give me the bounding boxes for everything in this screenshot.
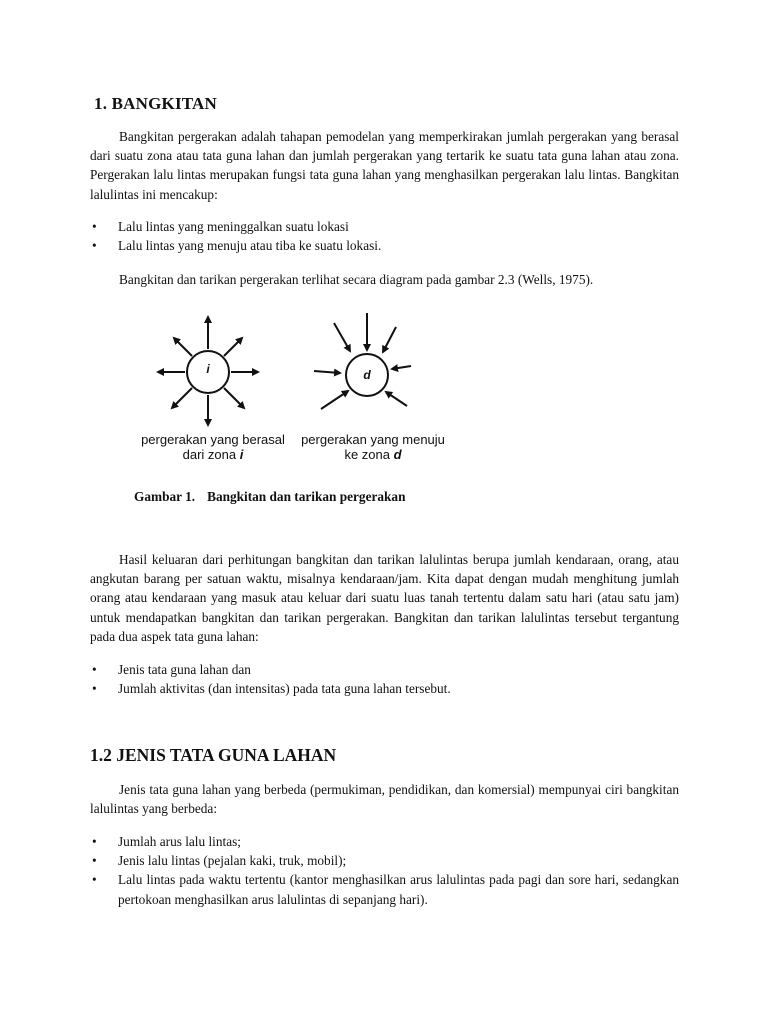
- paragraph-definition: Bangkitan pergerakan adalah tahapan pemodelan yang memperkirakan jumlah pergerakan yang berasal dari suatu zona atau tata guna lahan dan jumlah pergerakan yang tertarik ke suatu tata guna lahan atau zona. Pergerakan lalu lintas merupakan fungsi tata guna lahan yang menghasilkan pergerakan lalu lintas. Bangkitan lalulintas ini mencakup:: [90, 129, 679, 202]
- zone-diagram: [124, 303, 464, 433]
- bullet-icon: •: [92, 872, 97, 888]
- bullet-list-traffic: [90, 217, 679, 255]
- outgoing-arrow-icon: [224, 388, 244, 408]
- origin-zone-label: i: [206, 362, 210, 376]
- bullet-icon: •: [92, 853, 97, 869]
- incoming-arrow-icon: [383, 327, 396, 352]
- bullet-icon: •: [92, 238, 97, 254]
- section-heading-land-use: 1.2 JENIS TATA GUNA LAHAN: [90, 745, 337, 765]
- incoming-arrow-icon: [314, 371, 340, 373]
- paragraph-land-use: Jenis tata guna lahan yang berbeda (permukiman, pendidikan, dan komersial) mempunyai ciri bangkitan lalulintas yang berbeda:: [90, 782, 679, 817]
- incoming-arrow-icon: [334, 323, 350, 351]
- list-item: • Jenis tata guna lahan dan: [90, 660, 679, 679]
- list-item: • Lalu lintas yang meninggalkan suatu lokasi: [90, 217, 679, 236]
- destination-zone-caption: pergerakan yang menuju ke zona d: [301, 432, 445, 462]
- paragraph-output: Hasil keluaran dari perhitungan bangkitan dan tarikan lalulintas berupa jumlah kendaraan, orang, atau angkutan barang per satuan waktu, misalnya kendaraan/jam. Kita dapat dengan mudah menghitung jumlah orang atau kendaraan yang masuk atau keluar dari suatu luas tanah tertentu dalam satu hari (atau satu jam) untuk mendapatkan bangkitan dan tarikan pergerakan. Bangkitan dan tarikan lalulintas tersebut tergantung pada dua aspek tata guna lahan:: [90, 552, 679, 644]
- list-item: • Jumlah aktivitas (dan intensitas) pada tata guna lahan tersebut.: [90, 679, 679, 698]
- bullet-list-aspects: [90, 660, 679, 698]
- incoming-arrow-icon: [386, 392, 407, 406]
- list-item: • Jumlah arus lalu lintas;: [90, 832, 679, 851]
- section-heading-bangkitan: 1. BANGKITAN: [94, 94, 217, 113]
- origin-zone-diagram: [158, 317, 258, 425]
- bullet-icon: •: [92, 219, 97, 234]
- origin-zone-caption: pergerakan yang berasal dari zona i: [141, 432, 285, 462]
- destination-zone-label: d: [363, 368, 371, 382]
- destination-zone-diagram: [314, 313, 411, 409]
- list-item: • Jenis lalu lintas (pejalan kaki, truk, mobil);: [90, 851, 679, 870]
- list-item: • Lalu lintas pada waktu tertentu (kantor menghasilkan arus lalulintas pada pagi dan sore hari, sedangkan pertokoan menghasilkan arus lalulintas di sepanjang hari).: [92, 872, 679, 907]
- outgoing-arrow-icon: [172, 388, 192, 408]
- figure-caption: Gambar 1. Bangkitan dan tarikan pergerakan: [134, 489, 406, 504]
- bullet-list-characteristics: [90, 832, 679, 909]
- outgoing-arrow-icon: [224, 338, 242, 356]
- bullet-icon: •: [92, 834, 97, 849]
- bullet-icon: •: [92, 681, 97, 697]
- list-item: • Lalu lintas yang menuju atau tiba ke suatu lokasi.: [90, 236, 679, 255]
- paragraph-figure-intro: Bangkitan dan tarikan pergerakan terlihat secara diagram pada gambar 2.3 (Wells, 1975).: [119, 272, 594, 287]
- diagram-figure: [124, 303, 464, 473]
- incoming-arrow-icon: [321, 391, 348, 409]
- outgoing-arrow-icon: [174, 338, 192, 356]
- incoming-arrow-icon: [392, 366, 411, 369]
- bullet-icon: •: [92, 662, 97, 677]
